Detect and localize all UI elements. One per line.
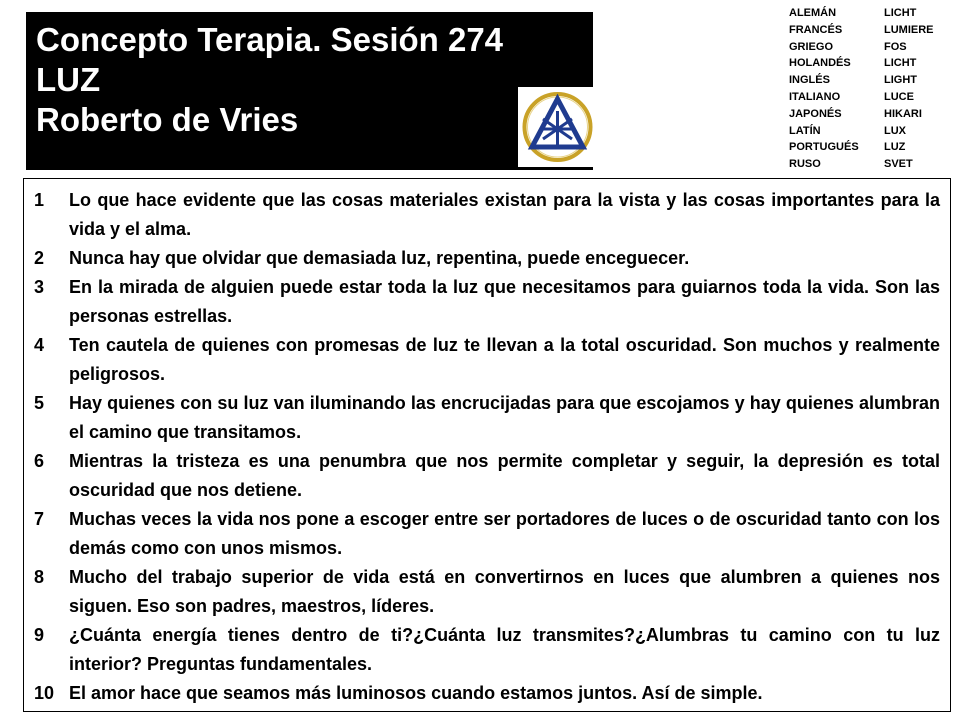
list-item [34, 331, 940, 389]
list-item [34, 389, 940, 447]
item-text: En la mirada de alguien puede estar toda la luz que necesitamos para guiarnos toda la vida. Son las personas estrellas. [69, 277, 940, 326]
lang-word: LUZ [884, 141, 906, 154]
item-text: ¿Cuánta energía tienes dentro de ti?¿Cuánta luz transmites?¿Alumbras tu camino con tu luz interior? Preguntas fundamentales. [69, 625, 940, 674]
item-number: 2 [34, 248, 45, 268]
lang-row [789, 106, 934, 123]
lang-word: LUX [884, 124, 906, 137]
list-item [34, 186, 940, 244]
lang-word: LUCE [884, 90, 914, 103]
lang-name: ITALIANO [789, 90, 841, 103]
item-text: Muchas veces la vida nos pone a escoger entre ser portadores de luces o de oscuridad tanto con los demás como con unos mismos. [69, 509, 940, 558]
title-line-topic: LUZ [36, 61, 101, 98]
lang-name: FRANCÉS [789, 23, 843, 36]
numbered-list-box [23, 178, 951, 712]
item-text: El amor hace que seamos más luminosos cuando estamos juntos. Así de simple. [69, 683, 763, 703]
list-item [34, 563, 940, 621]
lang-word: SVET [884, 158, 913, 171]
item-text: Hay quienes con su luz van iluminando las encrucijadas para que escojamos y hay quienes alumbran el camino que transitamos. [69, 393, 940, 442]
lang-name: INGLÉS [789, 74, 830, 87]
triangle-star-emblem-icon [518, 87, 597, 167]
lang-word: LIGHT [884, 74, 917, 87]
title-line-author: Roberto de Vries [36, 101, 299, 138]
item-text: Mientras la tristeza es una penumbra que nos permite completar y seguir, la depresión es total oscuridad que nos detiene. [69, 451, 940, 500]
lang-name: GRIEGO [789, 40, 834, 53]
lang-name: HOLANDÉS [789, 57, 851, 70]
lang-word: FOS [884, 40, 907, 53]
item-text: Nunca hay que olvidar que demasiada luz, repentina, puede enceguecer. [69, 248, 690, 268]
item-number: 8 [34, 567, 45, 587]
lang-row [789, 123, 934, 140]
lang-name: ALEMÁN [789, 7, 837, 19]
item-number: 1 [34, 190, 45, 210]
item-number: 10 [34, 683, 55, 703]
item-number: 7 [34, 509, 45, 529]
list-item [34, 679, 940, 708]
list-item [34, 447, 940, 505]
lang-name: PORTUGUÉS [789, 141, 859, 154]
lang-row [789, 22, 934, 39]
lang-row [789, 39, 934, 56]
list-item [34, 505, 940, 563]
lang-row [789, 5, 934, 22]
lang-row [789, 55, 934, 72]
lang-row [789, 139, 934, 156]
list-item [34, 621, 940, 679]
lang-name: RUSO [789, 158, 821, 171]
item-number: 3 [34, 277, 45, 297]
item-text: Ten cautela de quienes con promesas de luz te llevan a la total oscuridad. Son muchos y realmente peligrosos. [69, 335, 940, 384]
title-banner [26, 12, 593, 170]
item-text: Lo que hace evidente que las cosas materiales existan para la vista y las cosas importantes para la vida y el alma. [69, 190, 940, 239]
lang-word: LUMIERE [884, 23, 934, 36]
lang-name: JAPONÉS [789, 107, 842, 120]
list-item [34, 244, 940, 273]
language-translation-table [789, 5, 934, 173]
lang-row [789, 89, 934, 106]
list-item [34, 273, 940, 331]
lang-name: LATÍN [789, 124, 821, 137]
lang-row [789, 72, 934, 89]
item-number: 4 [34, 335, 45, 355]
lang-word: HIKARI [884, 107, 922, 120]
title-line-session: Concepto Terapia. Sesión 274 [36, 21, 504, 58]
item-text: Mucho del trabajo superior de vida está en convertirnos en luces que alumbren a quienes nos siguen. Eso son padres, maestros, líderes. [69, 567, 940, 616]
item-number: 9 [34, 625, 45, 645]
item-number: 6 [34, 451, 45, 471]
item-number: 5 [34, 393, 45, 413]
lang-word: LICHT [884, 7, 917, 19]
lang-word: LICHT [884, 57, 917, 70]
lang-row [789, 156, 934, 173]
